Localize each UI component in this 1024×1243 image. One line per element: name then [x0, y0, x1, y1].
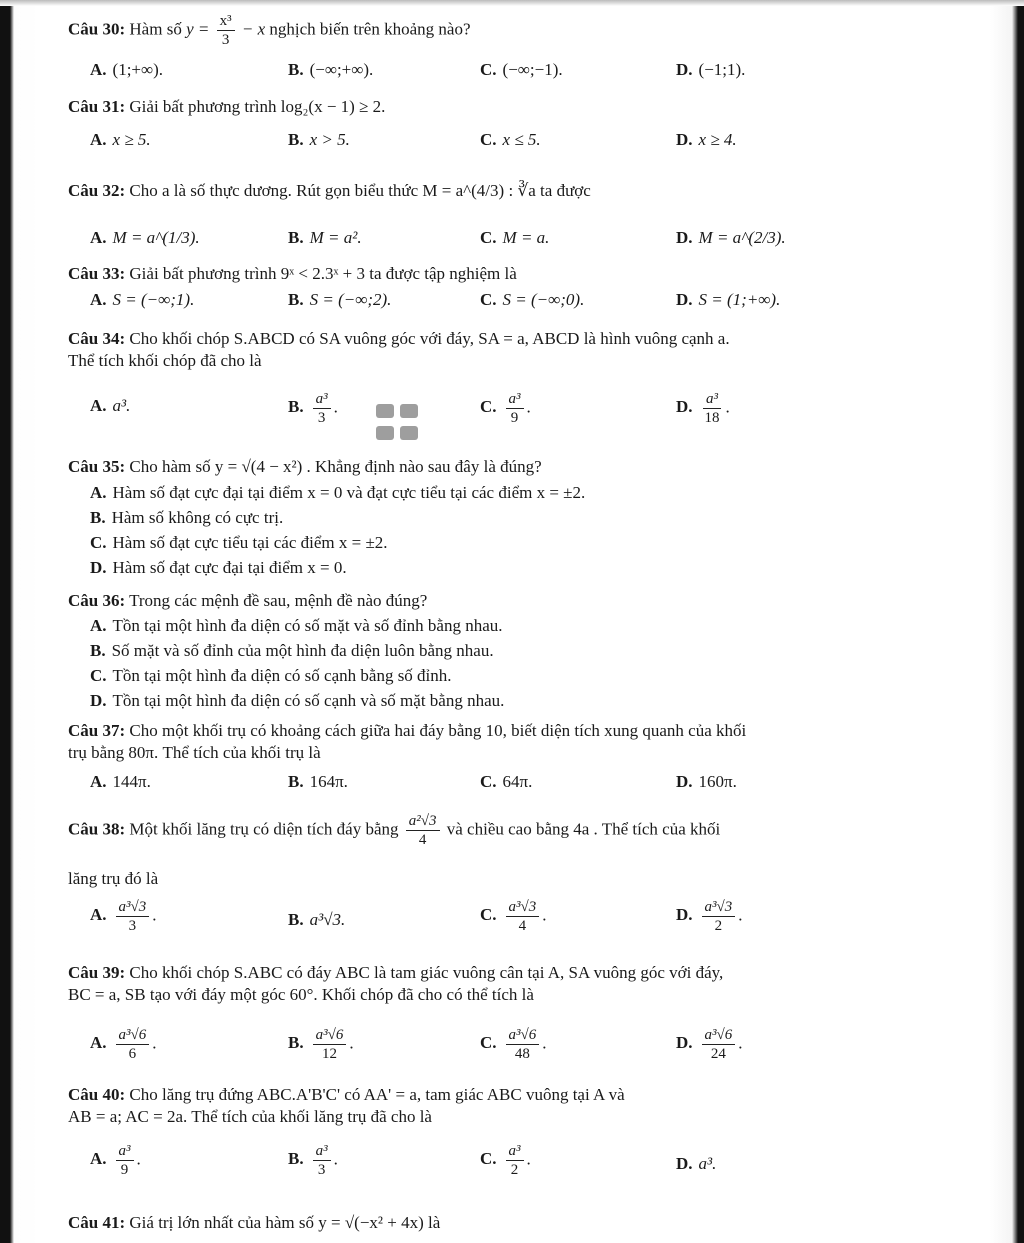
option-d[interactable]: D. Hàm số đạt cực đại tại điểm x = 0.	[90, 558, 347, 577]
option-c[interactable]: C. $\frac{\text{a³}}{9}$ .	[480, 391, 531, 426]
option-a[interactable]: A. $\frac{\text{a³√6}}{6}$ .	[90, 1027, 157, 1062]
question-label: Câu 30:	[68, 19, 126, 39]
options-37	[90, 772, 970, 802]
options-30	[90, 60, 970, 90]
question-38: Câu 38: Một khối lăng trụ có diện tích đáy bằng $\frac{\text{a²√3}}{4}$ và chiều cao bằng 4a . Thể tích của khối	[68, 813, 721, 848]
option-d[interactable]: D. $\frac{\text{a³√3}}{2}$ .	[676, 899, 743, 934]
question-30: Câu 30: Hàm số y = $\frac{\text{x³}}{3}$ − x nghịch biến trên khoảng nào?	[68, 13, 471, 48]
question-35: Câu 35: Cho hàm số y = √(4 − x²) . Khẳng định nào sau đây là đúng?	[68, 457, 542, 476]
option-c[interactable]: C. M = a.	[480, 228, 550, 247]
option-c[interactable]: C. (−∞;−1).	[480, 60, 563, 79]
option-c[interactable]: C. $\frac{\text{a³√3}}{4}$ .	[480, 899, 547, 934]
options-39	[90, 1026, 970, 1076]
question-38-cont: lăng trụ đó là	[68, 869, 159, 888]
options-32	[90, 228, 970, 258]
option-a[interactable]: A. a³.	[90, 396, 131, 415]
option-d[interactable]: D. $\frac{\text{a³}}{18}$ .	[676, 391, 730, 426]
option-b[interactable]: B. $\frac{\text{a³}}{3}$ .	[288, 391, 338, 426]
question-37: Câu 37: Cho một khối trụ có khoảng cách giữa hai đáy bằng 10, biết diện tích xung quanh của khối trụ bằng 80π. Thể tích của khối trụ là	[68, 721, 747, 762]
option-b[interactable]: B. (−∞;+∞).	[288, 60, 374, 79]
option-b[interactable]: B. $\frac{\text{a³√6}}{12}$ .	[288, 1027, 354, 1062]
option-d[interactable]: D. x ≥ 4.	[676, 130, 737, 149]
option-a[interactable]: A. 144π.	[90, 772, 151, 791]
option-c[interactable]: C. 64π.	[480, 772, 533, 791]
option-c[interactable]: C. x ≤ 5.	[480, 130, 541, 149]
option-c[interactable]: C. $\frac{\text{a³}}{2}$ .	[480, 1143, 531, 1178]
question-39: Câu 39: Cho khối chóp S.ABC có đáy ABC là tam giác vuông cân tại A, SA vuông góc với đáy, BC = a, SB tạo với đáy một góc 60°. Khối chóp đã cho có thể tích là	[68, 963, 724, 1004]
option-a[interactable]: A. $\frac{\text{a³}}{9}$ .	[90, 1143, 141, 1178]
option-d[interactable]: D. Tồn tại một hình đa diện có số cạnh và số mặt bằng nhau.	[90, 691, 505, 710]
option-d[interactable]: D. M = a^(2/3).	[676, 228, 786, 247]
option-a[interactable]: A. x ≥ 5.	[90, 130, 151, 149]
option-c[interactable]: C. $\frac{\text{a³√6}}{48}$ .	[480, 1027, 547, 1062]
question-33: Câu 33: Giải bất phương trình 9ˣ < 2.3ˣ + 3 ta được tập nghiệm là	[68, 264, 517, 283]
question-40: Câu 40: Cho lăng trụ đứng ABC.A'B'C' có AA' = a, tam giác ABC vuông tại A và AB = a; AC = 2a. Thể tích của khối lăng trụ đã cho là	[68, 1085, 625, 1126]
option-d[interactable]: D. 160π.	[676, 772, 737, 791]
options-34	[90, 390, 970, 436]
question-41: Câu 41: Giá trị lớn nhất của hàm số y = √(−x² + 4x) là	[68, 1213, 441, 1232]
option-d[interactable]: D. S = (1;+∞).	[676, 290, 781, 309]
options-33	[90, 290, 970, 320]
option-a[interactable]: A. Hàm số đạt cực đại tại điểm x = 0 và đạt cực tiểu tại các điểm x = ±2.	[90, 483, 586, 502]
option-a[interactable]: A. Tồn tại một hình đa diện có số mặt và số đỉnh bằng nhau.	[90, 616, 503, 635]
question-36: Câu 36: Trong các mệnh đề sau, mệnh đề nào đúng?	[68, 591, 428, 610]
option-d[interactable]: D. a³.	[676, 1154, 717, 1173]
options-40	[90, 1142, 970, 1192]
option-b[interactable]: B. Số mặt và số đỉnh của một hình đa diện luôn bằng nhau.	[90, 641, 494, 660]
option-b[interactable]: B. 164π.	[288, 772, 348, 791]
question-31: Câu 31: Giải bất phương trình log₂(x − 1) ≥ 2.	[68, 97, 386, 116]
option-a[interactable]: A. S = (−∞;1).	[90, 290, 195, 309]
options-31	[90, 130, 970, 160]
option-b[interactable]: B. Hàm số không có cực trị.	[90, 508, 284, 527]
option-d[interactable]: D. $\frac{\text{a³√6}}{24}$ .	[676, 1027, 743, 1062]
option-c[interactable]: C. S = (−∞;0).	[480, 290, 585, 309]
top-edge	[0, 0, 1024, 6]
option-b[interactable]: B. M = a².	[288, 228, 362, 247]
option-b[interactable]: B. x > 5.	[288, 130, 350, 149]
option-a[interactable]: A. (1;+∞).	[90, 60, 164, 79]
options-38	[90, 898, 970, 948]
option-c[interactable]: C. Tồn tại một hình đa diện có số cạnh bằng số đỉnh.	[90, 666, 452, 685]
option-c[interactable]: C. Hàm số đạt cực tiểu tại các điểm x = ±2.	[90, 533, 388, 552]
floating-grid-icon[interactable]	[376, 404, 422, 444]
option-b[interactable]: B. a³√3.	[288, 910, 346, 929]
question-32: Câu 32: Cho a là số thực dương. Rút gọn biểu thức M = a^(4/3) : ∛a ta được	[68, 181, 591, 200]
fraction: $\frac{\text{x³}}{3}$	[217, 12, 235, 49]
fraction: $\frac{\text{a²√3}}{4}$	[406, 812, 440, 849]
option-a[interactable]: A. $\frac{\text{a³√3}}{3}$ .	[90, 899, 157, 934]
option-b[interactable]: B. S = (−∞;2).	[288, 290, 392, 309]
option-b[interactable]: B. $\frac{\text{a³}}{3}$ .	[288, 1143, 338, 1178]
question-34: Câu 34: Cho khối chóp S.ABCD có SA vuông góc với đáy, SA = a, ABCD là hình vuông cạnh a. Thể tích khối chóp đã cho là	[68, 329, 730, 370]
option-d[interactable]: D. (−1;1).	[676, 60, 746, 79]
option-a[interactable]: A. M = a^(1/3).	[90, 228, 200, 247]
